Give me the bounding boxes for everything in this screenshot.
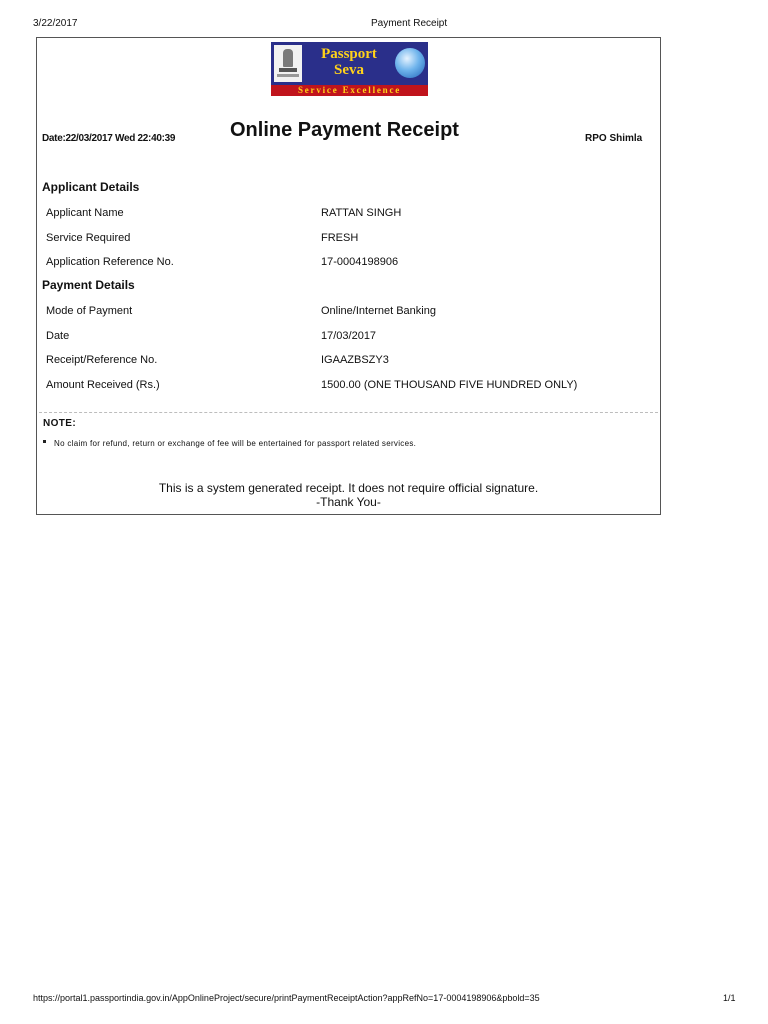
national-emblem-icon bbox=[274, 45, 302, 82]
note-text: No claim for refund, return or exchange of fee will be entertained for passport related services. bbox=[54, 439, 417, 448]
application-ref-value: 17-0004198906 bbox=[321, 256, 399, 268]
thank-you-text: -Thank You- bbox=[316, 495, 381, 509]
logo-tagline: Service Excellence bbox=[271, 85, 428, 96]
receipt-box bbox=[36, 37, 661, 515]
payment-mode-label: Mode of Payment bbox=[46, 305, 133, 317]
payment-details-heading: Payment Details bbox=[42, 278, 135, 292]
system-generated-note: This is a system generated receipt. It does not require official signature. bbox=[158, 481, 539, 495]
bullet-icon bbox=[43, 440, 46, 443]
office-label: RPO Shimla bbox=[585, 133, 643, 144]
application-ref-label: Application Reference No. bbox=[46, 256, 174, 268]
note-heading: NOTE: bbox=[43, 418, 77, 429]
page-title: Online Payment Receipt bbox=[230, 119, 459, 141]
receipt-ref-value: IGAAZBSZY3 bbox=[321, 354, 389, 366]
print-header bbox=[33, 18, 735, 32]
logo-brand-line1: Passport bbox=[321, 46, 377, 62]
divider bbox=[39, 412, 658, 413]
print-title-header: Payment Receipt bbox=[371, 18, 448, 29]
amount-received-label: Amount Received (Rs.) bbox=[46, 379, 160, 391]
payment-mode-value: Online/Internet Banking bbox=[321, 305, 436, 317]
logo-banner bbox=[271, 42, 428, 85]
applicant-name-label: Applicant Name bbox=[46, 207, 124, 219]
amount-received-value: 1500.00 (ONE THOUSAND FIVE HUNDRED ONLY) bbox=[321, 379, 578, 391]
service-required-value: FRESH bbox=[321, 232, 359, 244]
payment-date-value: 17/03/2017 bbox=[321, 330, 377, 342]
emblem-motto bbox=[277, 74, 299, 77]
applicant-name-value: RATTAN SINGH bbox=[321, 207, 402, 219]
logo-brand-line2: Seva bbox=[334, 62, 364, 78]
receipt-ref-label: Receipt/Reference No. bbox=[46, 354, 158, 366]
payment-date-label: Date bbox=[46, 330, 70, 342]
print-date-header: 3/22/2017 bbox=[33, 18, 78, 29]
receipt-date: Date:22/03/2017 Wed 22:40:39 bbox=[42, 133, 176, 144]
passport-seva-logo bbox=[271, 42, 428, 96]
applicant-details-heading: Applicant Details bbox=[42, 180, 140, 194]
page-number: 1/1 bbox=[723, 993, 736, 1003]
emblem-pillar bbox=[283, 49, 293, 67]
print-footer-url: https://portal1.passportindia.gov.in/AppOnlineProject/secure/printPaymentReceiptAction?appRefNo=17-0004198906&pbold=35 bbox=[33, 993, 540, 1003]
emblem-base bbox=[279, 68, 297, 72]
globe-icon bbox=[395, 48, 425, 78]
service-required-label: Service Required bbox=[46, 232, 131, 244]
